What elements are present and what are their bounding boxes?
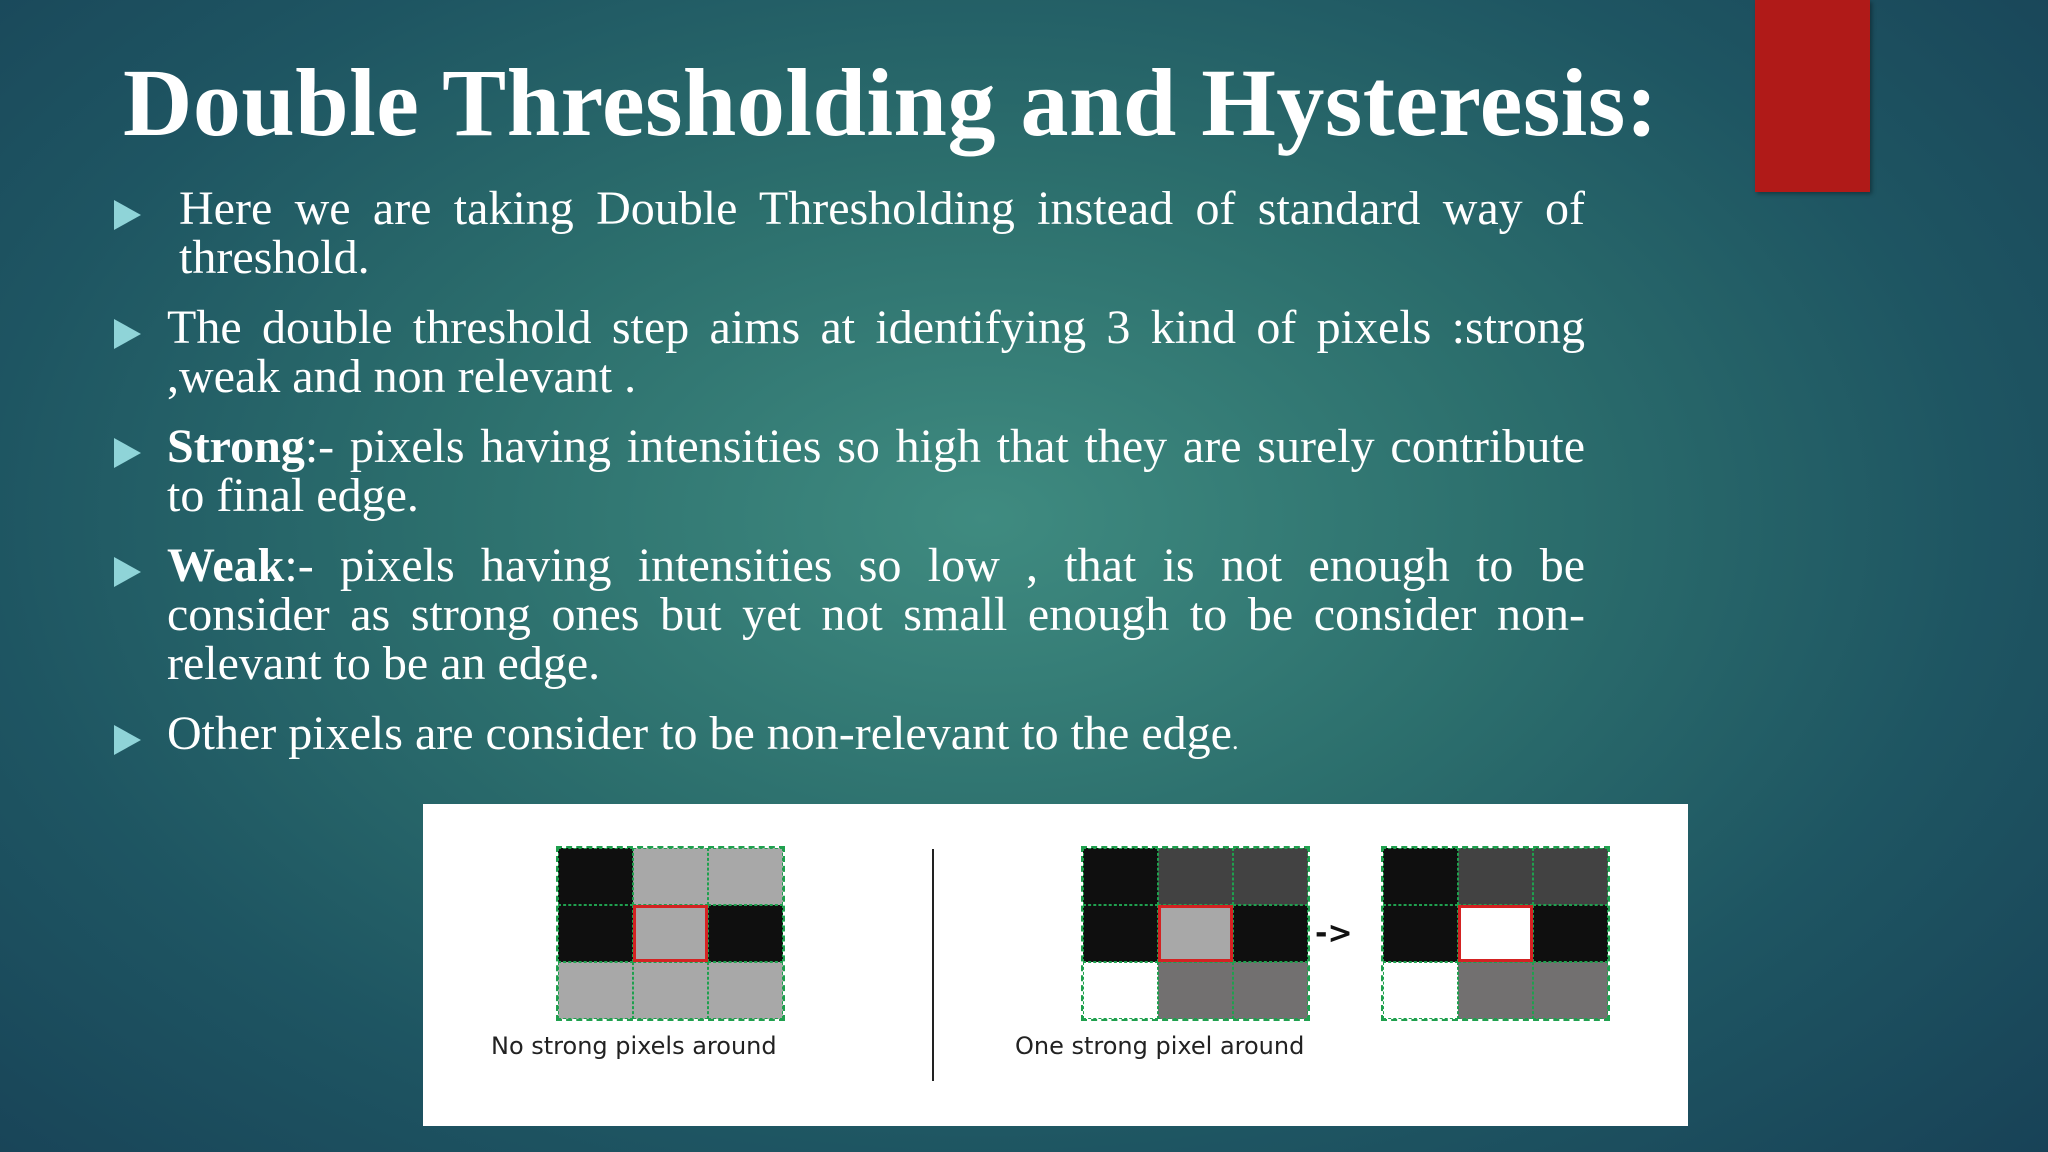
bullet-triangle-icon (114, 557, 141, 587)
transition-arrow: -> (1315, 916, 1353, 951)
neighbor-pixel (1233, 848, 1308, 905)
pixel-grid-no-strong (556, 846, 785, 1021)
bullet-text (167, 541, 1585, 688)
neighbor-pixel (558, 905, 633, 962)
caption-one-strong: One strong pixel around (1015, 1032, 1305, 1060)
center-pixel (633, 905, 708, 962)
bullet-item (112, 541, 1585, 688)
neighbor-pixel (708, 962, 783, 1019)
neighbor-pixel (1083, 905, 1158, 962)
neighbor-pixel (1233, 962, 1308, 1019)
bullet-text (167, 422, 1585, 520)
neighbor-pixel (1533, 848, 1608, 905)
bullet-period: . (1231, 726, 1239, 755)
neighbor-pixel (708, 905, 783, 962)
bullet-triangle-icon (114, 319, 141, 349)
neighbor-pixel (558, 848, 633, 905)
caption-no-strong: No strong pixels around (491, 1032, 777, 1060)
bullet-text: Here we are taking Double Thresholding instead of standard way of threshold. (179, 182, 1585, 284)
bullet-item (112, 303, 1585, 401)
accent-bar (1755, 0, 1870, 192)
neighbor-pixel (1533, 962, 1608, 1019)
slide-title: Double Thresholding and Hysteresis: (123, 49, 1659, 156)
bullet-list (112, 184, 1585, 786)
neighbor-pixel (1158, 848, 1233, 905)
neighbor-pixel (1158, 962, 1233, 1019)
neighbor-pixel (1083, 848, 1158, 905)
neighbor-pixel (558, 962, 633, 1019)
bullet-item (112, 184, 1585, 282)
bullet-definition: :- pixels having intensities so low , that is not enough to be consider as strong ones but yet not small enough to be consider non-relevant to be an edge. (167, 539, 1585, 690)
pixel-grid-result (1381, 846, 1610, 1021)
neighbor-pixel (1083, 962, 1158, 1019)
bullet-item (112, 709, 1585, 765)
neighbor-pixel (1383, 962, 1458, 1019)
bullet-text (167, 709, 1585, 765)
neighbor-pixel (633, 962, 708, 1019)
neighbor-pixel (1233, 905, 1308, 962)
pixel-grid-one-strong (1081, 846, 1310, 1021)
bullet-term: Strong (167, 420, 305, 473)
neighbor-pixel (708, 848, 783, 905)
neighbor-pixel (1458, 848, 1533, 905)
center-pixel (1158, 905, 1233, 962)
bullet-triangle-icon (114, 438, 141, 468)
neighbor-pixel (1383, 905, 1458, 962)
neighbor-pixel (1458, 962, 1533, 1019)
center-pixel (1458, 905, 1533, 962)
bullet-text: The double threshold step aims at identifying 3 kind of pixels :strong ,weak and non relevant . (167, 301, 1585, 403)
figure-divider (932, 849, 934, 1081)
neighbor-pixel (1383, 848, 1458, 905)
neighbor-pixel (633, 848, 708, 905)
bullet-definition: :- pixels having intensities so high that they are surely contribute to final edge. (167, 420, 1585, 522)
bullet-triangle-icon (114, 725, 141, 755)
bullet-sentence: Other pixels are consider to be non-relevant to the edge (167, 707, 1232, 760)
hysteresis-figure (423, 804, 1688, 1126)
bullet-term: Weak (167, 539, 285, 592)
bullet-triangle-icon (114, 200, 141, 230)
neighbor-pixel (1533, 905, 1608, 962)
bullet-item (112, 422, 1585, 520)
